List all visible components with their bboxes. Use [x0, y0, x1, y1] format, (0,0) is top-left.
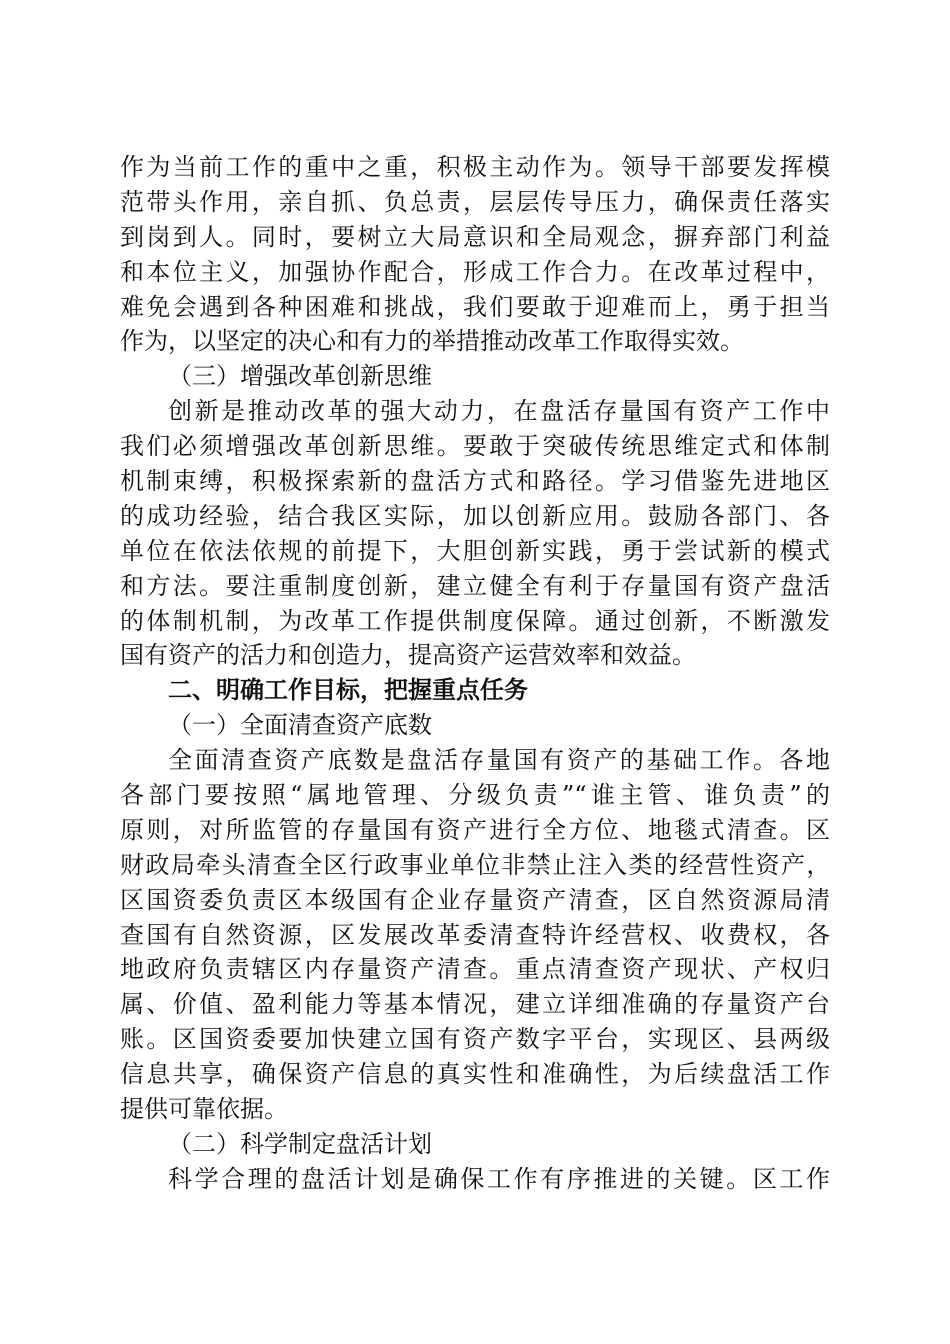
body-line: 难免会遇到各种困难和挑战，我们要敢于迎难而上，勇于担当 [120, 292, 830, 321]
body-line: 国有资产的活力和创造力，提高资产运营效率和效益。 [120, 641, 696, 670]
section-heading-3: （一）全面清查资产底数 [168, 711, 432, 740]
body-line: 创新是推动改革的强大动力，在盘活存量国有资产工作中 [168, 397, 830, 426]
body-line: 信息共享，确保资产信息的真实性和准确性，为后续盘活工作 [120, 1060, 830, 1089]
body-line: 的成功经验，结合我区实际，加以创新应用。鼓励各部门、各 [120, 501, 830, 530]
body-line: 的体制机制，为改革工作提供制度保障。通过创新，不断激发 [120, 606, 830, 635]
body-line: 和本位主义，加强协作配合，形成工作合力。在改革过程中， [120, 257, 830, 286]
body-line: 作为当前工作的重中之重，积极主动作为。领导干部要发挥模 [120, 153, 830, 181]
body-line: 全面清查资产底数是盘活存量国有资产的基础工作。各地 [168, 746, 830, 775]
body-line: 账。区国资委要加快建立国有资产数字平台，实现区、县两级 [120, 1025, 830, 1054]
body-line: 作为，以坚定的决心和有力的举措推动改革工作取得实效。 [120, 327, 744, 356]
body-line: 地政府负责辖区内存量资产清查。重点清查资产现状、产权归 [120, 955, 830, 984]
body-line: 范带头作用，亲自抓、负总责，层层传导压力，确保责任落实 [120, 187, 830, 216]
section-heading-3: （二）科学制定盘活计划 [168, 1129, 432, 1158]
body-line: 财政局牵头清查全区行政事业单位非禁止注入类的经营性资产， [120, 850, 830, 879]
body-line: 查国有自然资源，区发展改革委清查特许经营权、收费权，各 [120, 920, 830, 949]
section-heading-3: （三）增强改革创新思维 [168, 362, 432, 391]
body-line: 我们必须增强改革创新思维。要敢于突破传统思维定式和体制 [120, 432, 830, 461]
body-line: 科学合理的盘活计划是确保工作有序推进的关键。区工作 [168, 1164, 830, 1193]
body-line: 和方法。要注重制度创新，建立健全有利于存量国有资产盘活 [120, 571, 830, 600]
body-line: 各部门要按照“属地管理、分级负责”“谁主管、谁负责”的 [120, 781, 830, 810]
body-line: 到岗到人。同时，要树立大局意识和全局观念，摒弃部门利益 [120, 222, 830, 251]
body-line: 提供可靠依据。 [120, 1095, 288, 1124]
document-body [120, 150, 830, 1197]
body-line: 区国资委负责区本级国有企业存量资产清查，区自然资源局清 [120, 885, 830, 914]
body-line: 原则，对所监管的存量国有资产进行全方位、地毯式清查。区 [120, 815, 830, 844]
body-line: 机制束缚，积极探索新的盘活方式和路径。学习借鉴先进地区 [120, 467, 830, 496]
section-heading-2: 二、明确工作目标，把握重点任务 [168, 676, 528, 705]
body-line: 单位在依法依规的前提下，大胆创新实践，勇于尝试新的模式 [120, 536, 830, 565]
body-line: 属、价值、盈利能力等基本情况，建立详细准确的存量资产台 [120, 990, 830, 1019]
